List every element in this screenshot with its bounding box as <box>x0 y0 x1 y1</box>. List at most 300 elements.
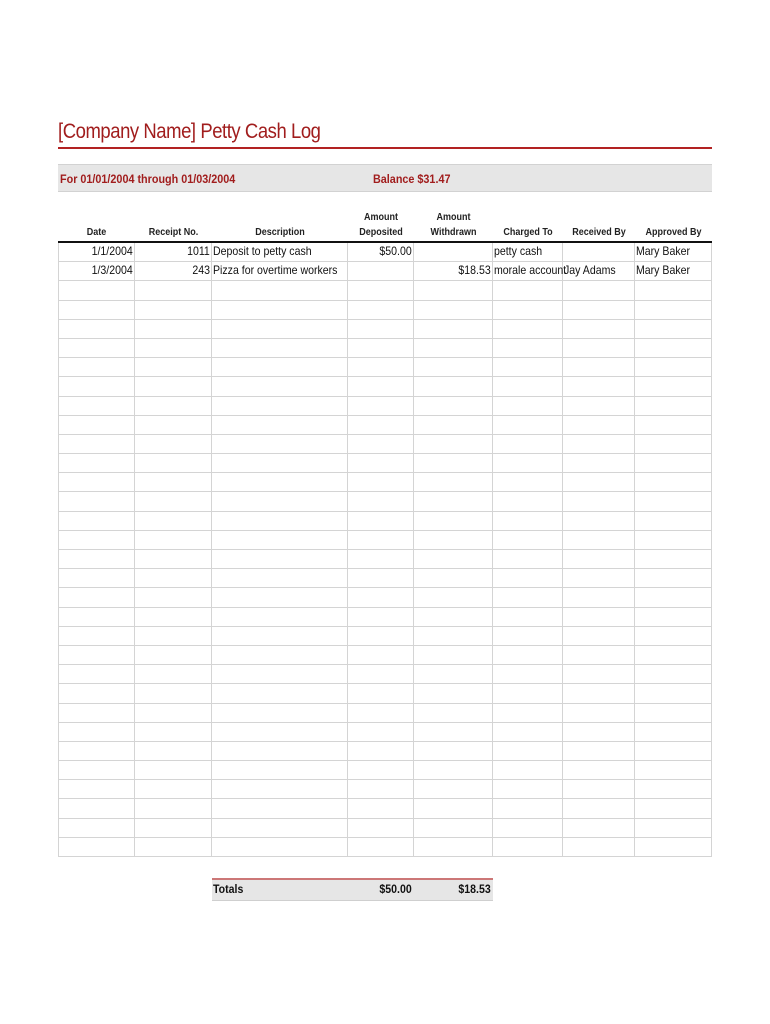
cell-description[interactable] <box>212 454 348 472</box>
cell-receipt[interactable] <box>135 281 212 299</box>
header-charged-line2: Charged To <box>503 227 553 238</box>
cell-description[interactable] <box>212 761 348 779</box>
cell-charged[interactable] <box>493 646 563 664</box>
cell-deposited[interactable] <box>348 492 414 510</box>
table-row <box>58 301 712 320</box>
cell-date[interactable] <box>58 262 135 280</box>
cell-charged[interactable] <box>493 262 567 280</box>
cell-receipt[interactable] <box>135 665 212 683</box>
cell-received[interactable] <box>563 742 635 760</box>
cell-receipt[interactable] <box>135 588 212 606</box>
table-row <box>58 723 712 742</box>
cell-date[interactable] <box>58 608 135 626</box>
cell-receipt[interactable] <box>135 377 212 395</box>
cell-charged[interactable] <box>493 397 563 415</box>
cell-received[interactable] <box>563 454 635 472</box>
cell-received[interactable] <box>563 550 635 568</box>
cell-description[interactable] <box>212 665 348 683</box>
cell-withdrawn[interactable] <box>414 550 493 568</box>
cell-received[interactable] <box>563 492 635 510</box>
totals-withdrawn: $18.53 <box>458 882 491 896</box>
cell-approved[interactable] <box>635 838 712 856</box>
cell-charged[interactable] <box>493 588 563 606</box>
cell-received[interactable] <box>563 377 635 395</box>
cell-date[interactable] <box>58 416 135 434</box>
cell-deposited[interactable] <box>348 301 414 319</box>
table-row <box>58 512 712 531</box>
table-row <box>58 761 712 780</box>
cell-date[interactable] <box>58 704 135 722</box>
header-receipt <box>139 210 208 240</box>
cell-deposited[interactable] <box>348 454 414 472</box>
cell-description[interactable] <box>212 320 348 338</box>
cell-approved[interactable] <box>635 608 712 626</box>
cell-description[interactable] <box>212 684 348 702</box>
cell-charged[interactable] <box>493 723 563 741</box>
cell-date[interactable] <box>58 665 135 683</box>
cell-description[interactable] <box>212 780 348 798</box>
cell-receipt[interactable] <box>135 243 212 261</box>
cell-description[interactable] <box>212 339 348 357</box>
cell-charged[interactable] <box>493 819 563 837</box>
table-row <box>58 320 712 339</box>
cell-description[interactable] <box>212 435 348 453</box>
cell-received[interactable] <box>563 799 635 817</box>
table-row <box>58 588 712 607</box>
cell-received[interactable] <box>563 780 635 798</box>
cell-approved[interactable] <box>635 569 712 587</box>
cell-deposited[interactable] <box>348 512 414 530</box>
cell-charged[interactable] <box>493 435 563 453</box>
cell-deposited[interactable] <box>348 588 414 606</box>
cell-withdrawn[interactable] <box>414 301 493 319</box>
cell-description[interactable] <box>212 301 348 319</box>
cell-receipt-text: 243 <box>192 263 210 278</box>
cell-received[interactable] <box>563 473 635 491</box>
cell-receipt[interactable] <box>135 416 212 434</box>
cell-received[interactable] <box>563 435 635 453</box>
cell-date[interactable] <box>58 838 135 856</box>
cell-charged[interactable] <box>493 339 563 357</box>
cell-approved[interactable] <box>635 512 712 530</box>
cell-received[interactable] <box>563 569 635 587</box>
cell-received[interactable] <box>563 588 635 606</box>
cell-charged[interactable] <box>493 454 563 472</box>
cell-approved[interactable] <box>635 799 712 817</box>
cell-approved[interactable] <box>635 665 712 683</box>
cell-receipt[interactable] <box>135 512 212 530</box>
cell-approved[interactable] <box>635 320 712 338</box>
cell-receipt[interactable] <box>135 397 212 415</box>
cell-approved[interactable] <box>635 704 712 722</box>
header-withdrawn-line1: Amount <box>436 212 471 223</box>
cell-description[interactable] <box>212 243 348 261</box>
cell-date[interactable] <box>58 761 135 779</box>
cell-deposited[interactable] <box>348 550 414 568</box>
cell-description[interactable] <box>212 608 348 626</box>
cell-deposited[interactable] <box>348 627 414 645</box>
cell-deposited[interactable] <box>348 320 414 338</box>
cell-approved[interactable] <box>635 339 712 357</box>
cell-deposited[interactable] <box>348 397 414 415</box>
cell-received[interactable] <box>563 627 635 645</box>
cell-description[interactable] <box>212 262 348 280</box>
cell-approved[interactable] <box>635 377 712 395</box>
cell-date[interactable] <box>58 435 135 453</box>
cell-deposited[interactable] <box>348 704 414 722</box>
cell-description[interactable] <box>212 377 348 395</box>
header-receipt-line2: Receipt No. <box>148 227 199 238</box>
table-row <box>58 704 712 723</box>
cell-description[interactable] <box>212 281 348 299</box>
cell-date[interactable] <box>58 301 135 319</box>
cell-receipt-text: 1011 <box>187 244 210 258</box>
cell-description[interactable] <box>212 358 348 376</box>
cell-receipt[interactable] <box>135 531 212 549</box>
cell-charged[interactable] <box>493 608 563 626</box>
cell-approved[interactable] <box>635 454 712 472</box>
log-table <box>58 243 712 857</box>
cell-date[interactable] <box>58 819 135 837</box>
cell-receipt[interactable] <box>135 819 212 837</box>
cell-receipt[interactable] <box>135 339 212 357</box>
cell-approved[interactable] <box>635 262 712 280</box>
cell-date[interactable] <box>58 397 135 415</box>
cell-date[interactable] <box>58 627 135 645</box>
cell-received[interactable] <box>563 339 635 357</box>
cell-withdrawn[interactable] <box>414 646 493 664</box>
cell-deposited[interactable] <box>348 838 414 856</box>
cell-charged[interactable] <box>493 799 563 817</box>
cell-received[interactable] <box>563 512 635 530</box>
cell-deposited[interactable] <box>348 435 414 453</box>
cell-description[interactable] <box>212 819 348 837</box>
cell-deposited[interactable] <box>348 569 414 587</box>
cell-approved[interactable] <box>635 723 712 741</box>
cell-withdrawn[interactable] <box>414 358 493 376</box>
cell-approved[interactable] <box>635 435 712 453</box>
cell-deposited[interactable] <box>348 608 414 626</box>
cell-withdrawn[interactable] <box>414 627 493 645</box>
cell-received[interactable] <box>563 358 635 376</box>
cell-description[interactable] <box>212 588 348 606</box>
cell-date[interactable] <box>58 339 135 357</box>
cell-date[interactable] <box>58 723 135 741</box>
cell-charged[interactable] <box>493 512 563 530</box>
cell-date[interactable] <box>58 742 135 760</box>
cell-deposited[interactable] <box>348 243 414 261</box>
cell-withdrawn[interactable] <box>414 454 493 472</box>
cell-receipt[interactable] <box>135 358 212 376</box>
cell-description[interactable] <box>212 799 348 817</box>
cell-received[interactable] <box>563 397 635 415</box>
cell-date[interactable] <box>58 531 135 549</box>
cell-charged[interactable] <box>493 742 563 760</box>
cell-received[interactable] <box>563 608 635 626</box>
cell-withdrawn[interactable] <box>414 588 493 606</box>
cell-withdrawn[interactable] <box>414 492 493 510</box>
cell-withdrawn[interactable] <box>414 684 493 702</box>
cell-receipt[interactable] <box>135 435 212 453</box>
cell-receipt[interactable] <box>135 320 212 338</box>
cell-withdrawn[interactable] <box>414 608 493 626</box>
table-row <box>58 646 712 665</box>
cell-charged[interactable] <box>493 492 563 510</box>
cell-charged[interactable] <box>493 569 563 587</box>
cell-deposited[interactable] <box>348 799 414 817</box>
cell-deposited[interactable] <box>348 531 414 549</box>
cell-deposited[interactable] <box>348 780 414 798</box>
cell-charged[interactable] <box>493 320 563 338</box>
cell-approved[interactable] <box>635 684 712 702</box>
cell-charged[interactable] <box>493 665 563 683</box>
cell-approved[interactable] <box>635 819 712 837</box>
header-date <box>62 210 131 240</box>
cell-withdrawn[interactable] <box>414 665 493 683</box>
cell-charged[interactable] <box>493 627 563 645</box>
cell-description[interactable] <box>212 742 348 760</box>
cell-date[interactable] <box>58 320 135 338</box>
cell-charged[interactable] <box>493 358 563 376</box>
cell-charged[interactable] <box>493 684 563 702</box>
cell-description[interactable] <box>212 397 348 415</box>
cell-description[interactable] <box>212 550 348 568</box>
cell-description[interactable] <box>212 838 348 856</box>
cell-date-text: 1/3/2004 <box>91 263 133 278</box>
cell-approved[interactable] <box>635 492 712 510</box>
table-row <box>58 262 712 281</box>
cell-description[interactable] <box>212 704 348 722</box>
cell-charged[interactable] <box>493 377 563 395</box>
cell-date[interactable] <box>58 358 135 376</box>
totals-label: Totals <box>213 882 244 896</box>
cell-approved[interactable] <box>635 742 712 760</box>
cell-withdrawn[interactable] <box>414 704 493 722</box>
cell-deposited[interactable] <box>348 665 414 683</box>
cell-receipt[interactable] <box>135 569 212 587</box>
cell-deposited[interactable] <box>348 358 414 376</box>
cell-deposited[interactable] <box>348 819 414 837</box>
page-title: [Company Name] Petty Cash Log <box>58 120 321 143</box>
period-range: For 01/01/2004 through 01/03/2004 <box>60 172 236 186</box>
cell-deposited[interactable] <box>348 473 414 491</box>
cell-received[interactable] <box>563 723 635 741</box>
header-withdrawn-line2: Withdrawn <box>430 227 477 238</box>
cell-date[interactable] <box>58 684 135 702</box>
cell-approved[interactable] <box>635 531 712 549</box>
cell-description[interactable] <box>212 492 348 510</box>
cell-received[interactable] <box>563 838 635 856</box>
cell-received[interactable] <box>563 761 635 779</box>
cell-deposited[interactable] <box>348 723 414 741</box>
cell-date[interactable] <box>58 550 135 568</box>
cell-date[interactable] <box>58 454 135 472</box>
cell-received[interactable] <box>563 320 635 338</box>
cell-charged[interactable] <box>493 780 563 798</box>
cell-withdrawn[interactable] <box>414 569 493 587</box>
cell-charged[interactable] <box>493 243 563 261</box>
header-received-line2: Received By <box>572 227 626 238</box>
cell-withdrawn[interactable] <box>414 377 493 395</box>
cell-receipt[interactable] <box>135 301 212 319</box>
cell-approved[interactable] <box>635 646 712 664</box>
totals-row <box>212 878 493 901</box>
table-row <box>58 819 712 838</box>
cell-date[interactable] <box>58 569 135 587</box>
cell-description[interactable] <box>212 416 348 434</box>
cell-date[interactable] <box>58 512 135 530</box>
cell-approved[interactable] <box>635 761 712 779</box>
cell-approved[interactable] <box>635 550 712 568</box>
cell-received[interactable] <box>563 684 635 702</box>
cell-receipt[interactable] <box>135 262 212 280</box>
table-row <box>58 531 712 550</box>
cell-withdrawn[interactable] <box>414 723 493 741</box>
cell-receipt[interactable] <box>135 473 212 491</box>
table-row <box>58 684 712 703</box>
cell-receipt[interactable] <box>135 492 212 510</box>
cell-received[interactable] <box>563 243 635 261</box>
cell-receipt[interactable] <box>135 723 212 741</box>
header-description <box>219 210 341 240</box>
cell-withdrawn[interactable] <box>414 819 493 837</box>
cell-deposited[interactable] <box>348 761 414 779</box>
cell-date-text: 1/1/2004 <box>91 244 133 258</box>
cell-date[interactable] <box>58 799 135 817</box>
cell-charged[interactable] <box>493 281 563 299</box>
cell-approved[interactable] <box>635 627 712 645</box>
cell-received[interactable] <box>563 665 635 683</box>
cell-approved[interactable] <box>635 780 712 798</box>
cell-description[interactable] <box>212 627 348 645</box>
cell-withdrawn[interactable] <box>414 262 493 280</box>
header-receipt-line1 <box>139 210 208 225</box>
cell-receipt[interactable] <box>135 704 212 722</box>
cell-approved[interactable] <box>635 301 712 319</box>
cell-received[interactable] <box>563 704 635 722</box>
cell-received[interactable] <box>563 262 635 280</box>
cell-deposited[interactable] <box>348 416 414 434</box>
cell-description[interactable] <box>212 531 348 549</box>
header-received-line1 <box>567 210 632 225</box>
cell-date[interactable] <box>58 780 135 798</box>
table-row <box>58 627 712 646</box>
cell-approved[interactable] <box>635 281 712 299</box>
cell-receipt[interactable] <box>135 646 212 664</box>
table-row <box>58 435 712 454</box>
cell-deposited[interactable] <box>348 377 414 395</box>
cell-date[interactable] <box>58 588 135 606</box>
cell-approved[interactable] <box>635 358 712 376</box>
table-row <box>58 492 712 511</box>
cell-charged[interactable] <box>493 838 563 856</box>
cell-deposited[interactable] <box>348 339 414 357</box>
cell-withdrawn[interactable] <box>414 838 493 856</box>
cell-approved[interactable] <box>635 416 712 434</box>
cell-charged[interactable] <box>493 704 563 722</box>
cell-date[interactable] <box>58 243 135 261</box>
cell-charged[interactable] <box>493 473 563 491</box>
cell-date[interactable] <box>58 473 135 491</box>
cell-receipt[interactable] <box>135 550 212 568</box>
cell-approved[interactable] <box>635 397 712 415</box>
balance-value: Balance $31.47 <box>373 172 451 186</box>
cell-receipt[interactable] <box>135 761 212 779</box>
cell-withdrawn[interactable] <box>414 761 493 779</box>
cell-charged[interactable] <box>493 301 563 319</box>
cell-receipt[interactable] <box>135 608 212 626</box>
cell-withdrawn[interactable] <box>414 281 493 299</box>
cell-approved[interactable] <box>635 473 712 491</box>
header-withdrawn <box>418 210 489 240</box>
cell-withdrawn[interactable] <box>414 320 493 338</box>
cell-date[interactable] <box>58 646 135 664</box>
cell-date[interactable] <box>58 492 135 510</box>
cell-description[interactable] <box>212 569 348 587</box>
cell-receipt[interactable] <box>135 799 212 817</box>
cell-withdrawn[interactable] <box>414 339 493 357</box>
cell-withdrawn[interactable] <box>414 243 493 261</box>
cell-deposited[interactable] <box>348 684 414 702</box>
cell-deposited[interactable] <box>348 646 414 664</box>
header-deposited-line2: Deposited <box>359 227 403 238</box>
cell-charged[interactable] <box>493 416 563 434</box>
cell-deposited[interactable] <box>348 281 414 299</box>
cell-received[interactable] <box>563 281 635 299</box>
cell-description[interactable] <box>212 473 348 491</box>
cell-deposited[interactable] <box>348 742 414 760</box>
header-description-line2: Description <box>255 227 305 238</box>
cell-received[interactable] <box>563 531 635 549</box>
cell-receipt[interactable] <box>135 454 212 472</box>
cell-withdrawn[interactable] <box>414 742 493 760</box>
table-row <box>58 665 712 684</box>
cell-received[interactable] <box>563 301 635 319</box>
cell-charged[interactable] <box>493 531 563 549</box>
cell-date[interactable] <box>58 377 135 395</box>
cell-date[interactable] <box>58 281 135 299</box>
cell-approved[interactable] <box>635 588 712 606</box>
cell-receipt[interactable] <box>135 627 212 645</box>
cell-withdrawn[interactable] <box>414 780 493 798</box>
cell-charged[interactable] <box>493 550 563 568</box>
cell-received[interactable] <box>563 646 635 664</box>
cell-receipt[interactable] <box>135 684 212 702</box>
cell-withdrawn[interactable] <box>414 473 493 491</box>
table-row <box>58 397 712 416</box>
cell-approved[interactable] <box>635 243 712 261</box>
cell-deposited[interactable] <box>348 262 414 280</box>
cell-charged[interactable] <box>493 761 563 779</box>
cell-withdrawn[interactable] <box>414 397 493 415</box>
cell-description[interactable] <box>212 512 348 530</box>
cell-description[interactable] <box>212 723 348 741</box>
cell-receipt[interactable] <box>135 780 212 798</box>
table-row <box>58 358 712 377</box>
cell-withdrawn[interactable] <box>414 531 493 549</box>
cell-withdrawn[interactable] <box>414 512 493 530</box>
cell-received[interactable] <box>563 416 635 434</box>
cell-description[interactable] <box>212 646 348 664</box>
cell-withdrawn[interactable] <box>414 435 493 453</box>
cell-received[interactable] <box>563 819 635 837</box>
header-approved-line2: Approved By <box>645 227 702 238</box>
table-row <box>58 569 712 588</box>
cell-receipt[interactable] <box>135 742 212 760</box>
cell-withdrawn[interactable] <box>414 416 493 434</box>
cell-withdrawn[interactable] <box>414 799 493 817</box>
cell-receipt[interactable] <box>135 838 212 856</box>
